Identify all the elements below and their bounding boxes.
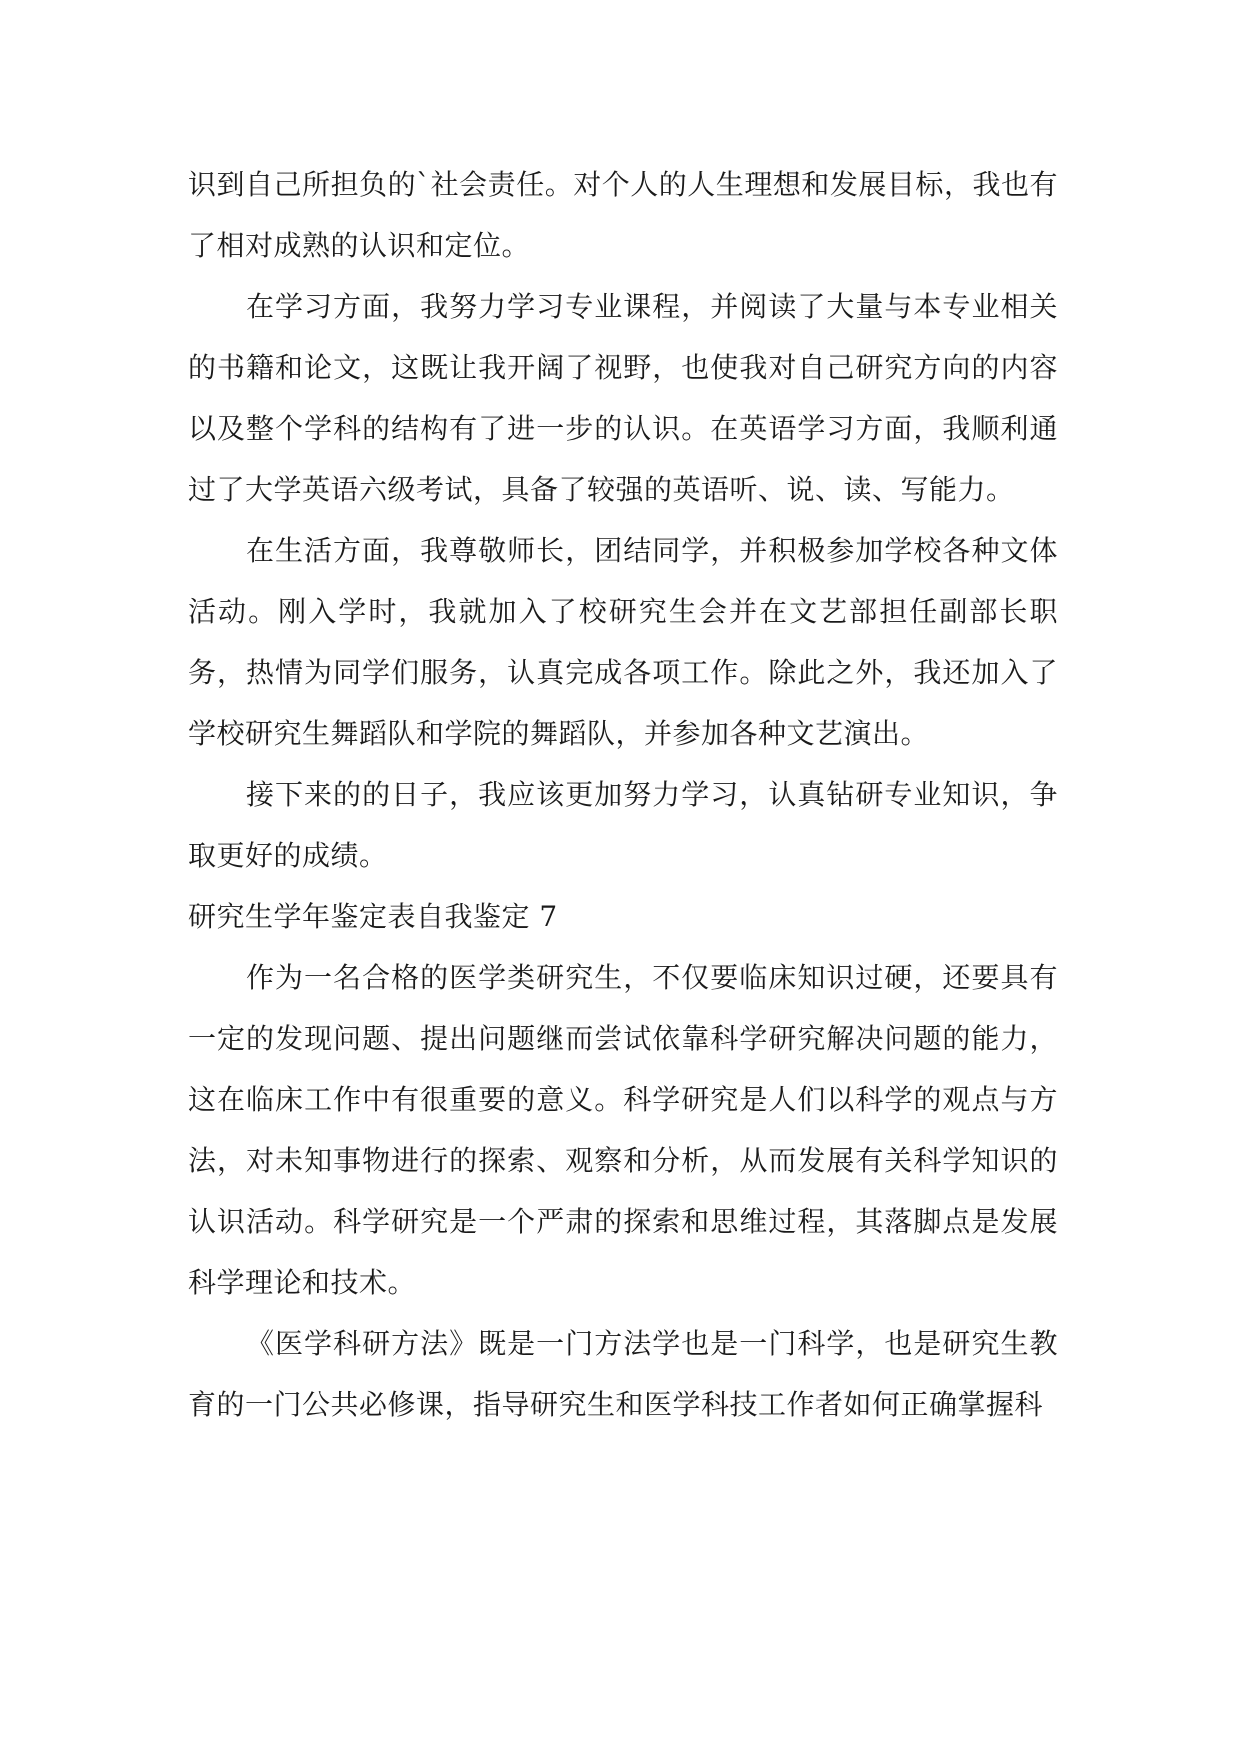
paragraph-4: 接下来的的日子，我应该更加努力学习，认真钻研专业知识，争取更好的成绩。: [188, 778, 1058, 872]
document-body: [188, 154, 1058, 1435]
paragraph-5: 作为一名合格的医学类研究生，不仅要临床知识过硬，还要具有一定的发现问题、提出问题继而尝试依靠科学研究解决问题的能力，这在临床工作中有很重要的意义。科学研究是人们以科学的观点与方法，对未知事物进行的探索、观察和分析，从而发展有关科学知识的认识活动。科学研究是一个严肃的探索和思维过程，其落脚点是发展科学理论和技术。: [188, 961, 1058, 1299]
paragraph-6: 《医学科研方法》既是一门方法学也是一门科学，也是研究生教育的一门公共必修课，指导研究生和医学科技工作者如何正确掌握科: [188, 1327, 1058, 1421]
paragraph-3: 在生活方面，我尊敬师长，团结同学，并积极参加学校各种文体活动。刚入学时，我就加入了校研究生会并在文艺部担任副部长职务，热情为同学们服务，认真完成各项工作。除此之外，我还加入了学校研究生舞蹈队和学院的舞蹈队，并参加各种文艺演出。: [188, 534, 1058, 750]
section-title: 研究生学年鉴定表自我鉴定 7: [188, 900, 558, 933]
paragraph-1: 识到自己所担负的`社会责任。对个人的人生理想和发展目标，我也有了相对成熟的认识和定位。: [188, 168, 1058, 262]
paragraph-2: 在学习方面，我努力学习专业课程，并阅读了大量与本专业相关的书籍和论文，这既让我开阔了视野，也使我对自己研究方向的内容以及整个学科的结构有了进一步的认识。在英语学习方面，我顺利通过了大学英语六级考试，具备了较强的英语听、说、读、写能力。: [188, 290, 1058, 506]
